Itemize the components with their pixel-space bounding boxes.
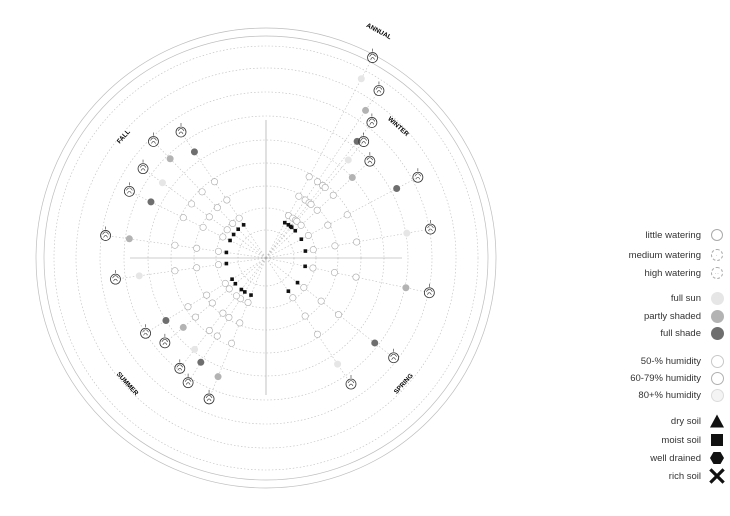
legend-label: dry soil xyxy=(670,415,701,427)
watering-ring xyxy=(214,333,220,339)
watering-ring xyxy=(318,298,324,304)
legend-label: partly shaded xyxy=(643,310,701,322)
plant-icon xyxy=(148,132,158,146)
soil-marker xyxy=(290,226,294,230)
watering-ring xyxy=(236,215,242,221)
soil-marker xyxy=(287,289,291,293)
sun-marker xyxy=(197,359,204,366)
humidity-low-swatch xyxy=(711,355,724,368)
legend-item-partly-shaded xyxy=(555,307,725,325)
soil-marker xyxy=(234,282,238,286)
plant-icons xyxy=(101,49,436,404)
watering-ring xyxy=(180,214,186,220)
plant-detail xyxy=(427,226,433,232)
sun-marker xyxy=(393,185,400,192)
legend-item-rich-soil xyxy=(555,467,725,485)
watering-ring xyxy=(200,224,206,230)
watering-ring xyxy=(199,189,205,195)
watering-ring xyxy=(229,220,235,226)
legend-item-humidity-high xyxy=(555,386,725,404)
legend-label: full sun xyxy=(670,292,701,304)
watering-ring xyxy=(245,299,251,305)
watering-ring xyxy=(222,280,228,286)
sun-marker xyxy=(358,75,365,82)
soil-marker xyxy=(303,265,307,269)
watering-ring xyxy=(344,212,350,218)
spoke-line xyxy=(266,59,372,258)
watering-ring xyxy=(353,274,359,280)
full-sun-swatch xyxy=(711,292,724,305)
watering-ring xyxy=(215,248,221,254)
watering-ring xyxy=(226,314,232,320)
watering-ring xyxy=(220,310,226,316)
legend-label: medium watering xyxy=(628,249,701,261)
watering-ring xyxy=(206,214,212,220)
watering-ring xyxy=(209,300,215,306)
sun-marker xyxy=(362,107,369,114)
watering-ring xyxy=(228,340,234,346)
watering-ring xyxy=(301,284,307,290)
humidity-mid-swatch xyxy=(711,372,724,385)
watering-ring xyxy=(226,286,232,292)
legend-item-high-watering xyxy=(555,264,725,282)
legend-item-full-shade xyxy=(555,324,725,342)
humidity-high-swatch xyxy=(711,389,724,402)
sun-marker xyxy=(215,373,222,380)
soil-marker xyxy=(304,249,308,253)
watering-ring xyxy=(353,239,359,245)
legend-label: well drained xyxy=(650,452,701,464)
watering-ring xyxy=(220,234,226,240)
watering-ring xyxy=(172,268,178,274)
watering-ring xyxy=(233,293,239,299)
plant-icon xyxy=(110,270,120,284)
watering-ring xyxy=(302,313,308,319)
soil-marker xyxy=(242,223,246,227)
watering-ring xyxy=(203,292,209,298)
sun-marker xyxy=(191,148,198,155)
watering-ring xyxy=(192,314,198,320)
legend-item-dry-soil xyxy=(555,412,725,430)
plant-detail xyxy=(177,365,183,371)
plant-detail xyxy=(103,232,109,238)
season-label-spring: SPRING xyxy=(392,372,415,396)
watering-ring xyxy=(224,227,230,233)
legend-label: rich soil xyxy=(668,470,701,482)
hexagon-icon xyxy=(709,450,725,466)
full-shade-swatch xyxy=(711,327,724,340)
season-label-fall: FALL xyxy=(115,128,132,146)
legend-item-moist-soil xyxy=(555,431,725,449)
ring-dot-icon: · xyxy=(711,249,723,261)
plant-icon xyxy=(389,349,399,363)
plant-detail xyxy=(206,395,212,401)
plant-detail xyxy=(162,339,168,345)
watering-ring xyxy=(314,207,320,213)
watering-ring xyxy=(188,201,194,207)
watering-ring xyxy=(331,269,337,275)
legend-label: 50-% humidity xyxy=(640,355,701,367)
plant-detail xyxy=(140,165,146,171)
plant-detail xyxy=(112,276,118,282)
soil-marker xyxy=(249,293,253,297)
plant-detail xyxy=(348,381,354,387)
plant-detail xyxy=(415,174,421,180)
watering-ring xyxy=(332,243,338,249)
watering-ring xyxy=(310,265,316,271)
legend-label: 60-79% humidity xyxy=(630,372,701,384)
legend-label: high watering xyxy=(644,267,701,279)
legend-item-humidity-mid xyxy=(555,369,725,387)
watering-ring xyxy=(305,232,311,238)
watering-ring xyxy=(306,174,312,180)
watering-ring xyxy=(224,197,230,203)
square-icon xyxy=(709,432,725,448)
season-label-summer: SUMMER xyxy=(114,370,140,398)
ring-empty-icon xyxy=(711,229,723,241)
watering-ring xyxy=(298,222,304,228)
plant-detail xyxy=(391,354,397,360)
soil-marker xyxy=(296,281,300,285)
plant-detail xyxy=(369,119,375,125)
plant-icon xyxy=(124,182,134,196)
watering-ring xyxy=(330,192,336,198)
watering-ring xyxy=(185,304,191,310)
soil-marker xyxy=(236,227,240,231)
watering-ring xyxy=(215,261,221,267)
plant-detail xyxy=(126,188,132,194)
legend-label: moist soil xyxy=(661,434,701,446)
plant-detail xyxy=(361,138,367,144)
soil-marker xyxy=(232,233,236,237)
soil-marker xyxy=(243,290,247,294)
plant-icon xyxy=(183,374,193,388)
plant-icon xyxy=(425,220,435,234)
sun-marker xyxy=(371,339,378,346)
spoke-line xyxy=(266,92,378,258)
soil-marker xyxy=(230,277,234,281)
soil-marker xyxy=(300,237,304,241)
soil-marker xyxy=(225,262,229,266)
legend-label: little watering xyxy=(645,229,701,241)
watering-ring xyxy=(310,246,316,252)
soil-marker xyxy=(228,239,232,243)
legend-item-little-watering xyxy=(555,226,725,244)
plant-detail xyxy=(150,138,156,144)
legend-label: full shade xyxy=(660,327,701,339)
sun-marker xyxy=(180,324,187,331)
x-icon xyxy=(709,468,725,484)
plant-detail xyxy=(376,87,382,93)
season-label-winter: WINTER xyxy=(386,115,410,139)
sun-marker xyxy=(162,317,169,324)
watering-ring xyxy=(322,184,328,190)
legend-label: 80+% humidity xyxy=(638,389,701,401)
plant-detail xyxy=(185,379,191,385)
plant-detail xyxy=(370,54,376,60)
plant-attribute-markers xyxy=(126,75,410,380)
watering-ring xyxy=(308,201,314,207)
sun-marker xyxy=(349,174,356,181)
watering-ring xyxy=(206,327,212,333)
soil-marker xyxy=(283,221,287,225)
plant-detail xyxy=(367,158,373,164)
watering-ring xyxy=(193,265,199,271)
legend-item-full-sun xyxy=(555,289,725,307)
plant-icon xyxy=(204,390,214,404)
watering-ring xyxy=(296,193,302,199)
sun-marker xyxy=(402,284,409,291)
sun-marker xyxy=(334,361,341,368)
watering-ring xyxy=(325,222,331,228)
legend-item-well-drained xyxy=(555,449,725,467)
sun-marker xyxy=(136,272,143,279)
watering-ring xyxy=(172,242,178,248)
sun-marker xyxy=(191,346,198,353)
sun-marker xyxy=(403,230,410,237)
plant-icon xyxy=(424,284,434,298)
soil-marker xyxy=(225,251,229,255)
plant-icon xyxy=(346,375,356,389)
watering-ring xyxy=(237,320,243,326)
triangle-icon xyxy=(709,413,725,429)
sun-marker xyxy=(147,198,154,205)
partly-shaded-swatch xyxy=(711,310,724,323)
watering-ring xyxy=(214,204,220,210)
sun-marker xyxy=(126,235,133,242)
watering-ring xyxy=(211,179,217,185)
soil-marker xyxy=(293,229,297,233)
plant-icon xyxy=(160,334,170,348)
plant-icon xyxy=(374,82,384,96)
plant-icon xyxy=(359,133,369,147)
plant-icon xyxy=(176,123,186,137)
watering-ring xyxy=(335,311,341,317)
sun-marker xyxy=(345,156,352,163)
watering-ring xyxy=(193,245,199,251)
soil-marker xyxy=(240,288,244,292)
plant-icon xyxy=(368,49,378,63)
ring-dots-icon: ·· xyxy=(711,267,723,279)
season-label-annual: ANNUAL xyxy=(364,22,393,42)
watering-ring xyxy=(314,331,320,337)
plant-detail xyxy=(178,128,184,134)
watering-ring xyxy=(290,295,296,301)
sun-marker xyxy=(159,179,166,186)
spoke-line xyxy=(266,124,371,258)
sun-marker xyxy=(167,155,174,162)
plant-icon xyxy=(413,168,423,182)
plant-icon xyxy=(367,113,377,127)
plant-detail xyxy=(143,330,149,336)
legend-item-humidity-low xyxy=(555,352,725,370)
legend-item-medium-watering xyxy=(555,246,725,264)
